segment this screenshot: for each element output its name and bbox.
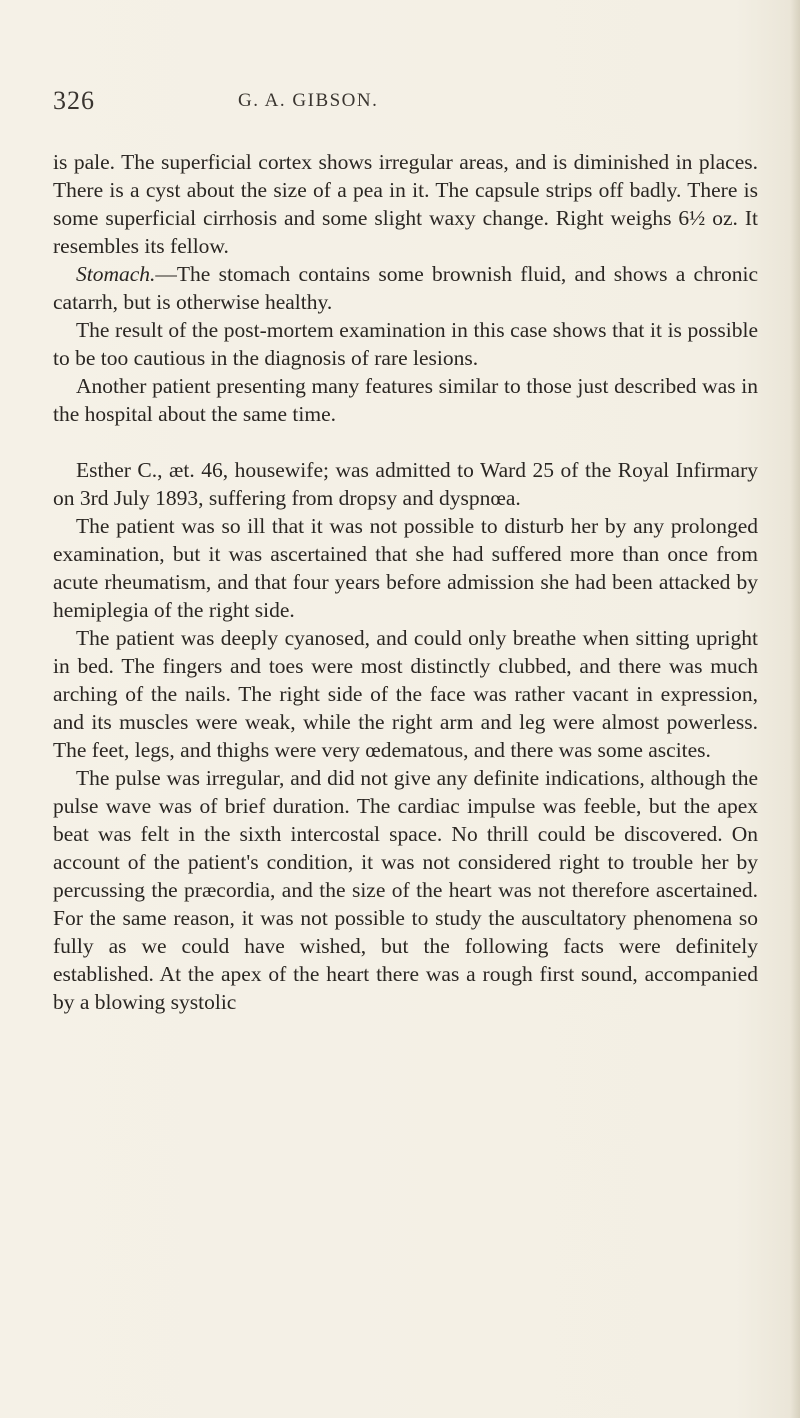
paragraph-text: is pale. The superficial cortex shows irregular areas, and is diminished in places. There is a cyst about the size of a pea in it. The capsule strips off badly. There is some superficial cirrhosis and some slight waxy change. Right weighs 6½ oz. It resembles its fellow.	[53, 150, 758, 258]
section-label-stomach: Stomach.	[76, 262, 156, 286]
page-header	[53, 86, 753, 116]
paragraph-text: The patient was deeply cyanosed, and could only breathe when sitting upright in bed. The fingers and toes were most distinctly clubbed, and there was much arching of the nails. The right side of the face was rather vacant in expression, and its muscles were weak, while the right arm and leg were almost powerless. The feet, legs, and thighs were very œdematous, and there was some ascites.	[53, 626, 758, 762]
paragraph-result	[53, 316, 758, 372]
paragraph-stomach	[53, 260, 758, 316]
paragraph-text: Another patient presenting many features similar to those just described was in the hospital about the same time.	[53, 374, 758, 426]
paragraph-pulse	[53, 764, 758, 1016]
paragraph-another-patient	[53, 372, 758, 428]
paragraph-kidney-continuation	[53, 148, 758, 260]
paragraph-text: The result of the post-mortem examination in this case shows that it is possible to be too cautious in the diagnosis of rare lesions.	[53, 318, 758, 370]
page-edge-shadow	[790, 0, 800, 1418]
paragraph-case-intro	[53, 456, 758, 512]
paragraph-examination	[53, 624, 758, 764]
paragraph-history	[53, 512, 758, 624]
paragraph-text: The pulse was irregular, and did not give any definite indications, although the pulse wave was of brief duration. The cardiac impulse was feeble, but the apex beat was felt in the sixth intercostal space. No thrill could be discovered. On account of the patient's condition, it was not considered right to trouble her by percussing the præcordia, and the size of the heart was not therefore ascertained. For the same reason, it was not possible to study the auscultatory phenomena so fully as we could have wished, but the following facts were definitely established. At the apex of the heart there was a rough first sound, accompanied by a blowing systolic	[53, 766, 758, 1014]
running-head: G. A. GIBSON.	[238, 90, 379, 111]
page-number: 326	[53, 86, 95, 115]
paragraph-text: —The stomach contains some brownish fluid, and shows a chronic catarrh, but is otherwise healthy.	[53, 262, 758, 314]
paragraph-text: Esther C., æt. 46, housewife; was admitted to Ward 25 of the Royal Infirmary on 3rd July 1893, suffering from dropsy and dyspnœa.	[53, 458, 758, 510]
paragraph-text: The patient was so ill that it was not possible to disturb her by any prolonged examination, but it was ascertained that she had suffered more than once from acute rheumatism, and that four years before admission she had been attacked by hemiplegia of the right side.	[53, 514, 758, 622]
body-text	[53, 148, 758, 1016]
